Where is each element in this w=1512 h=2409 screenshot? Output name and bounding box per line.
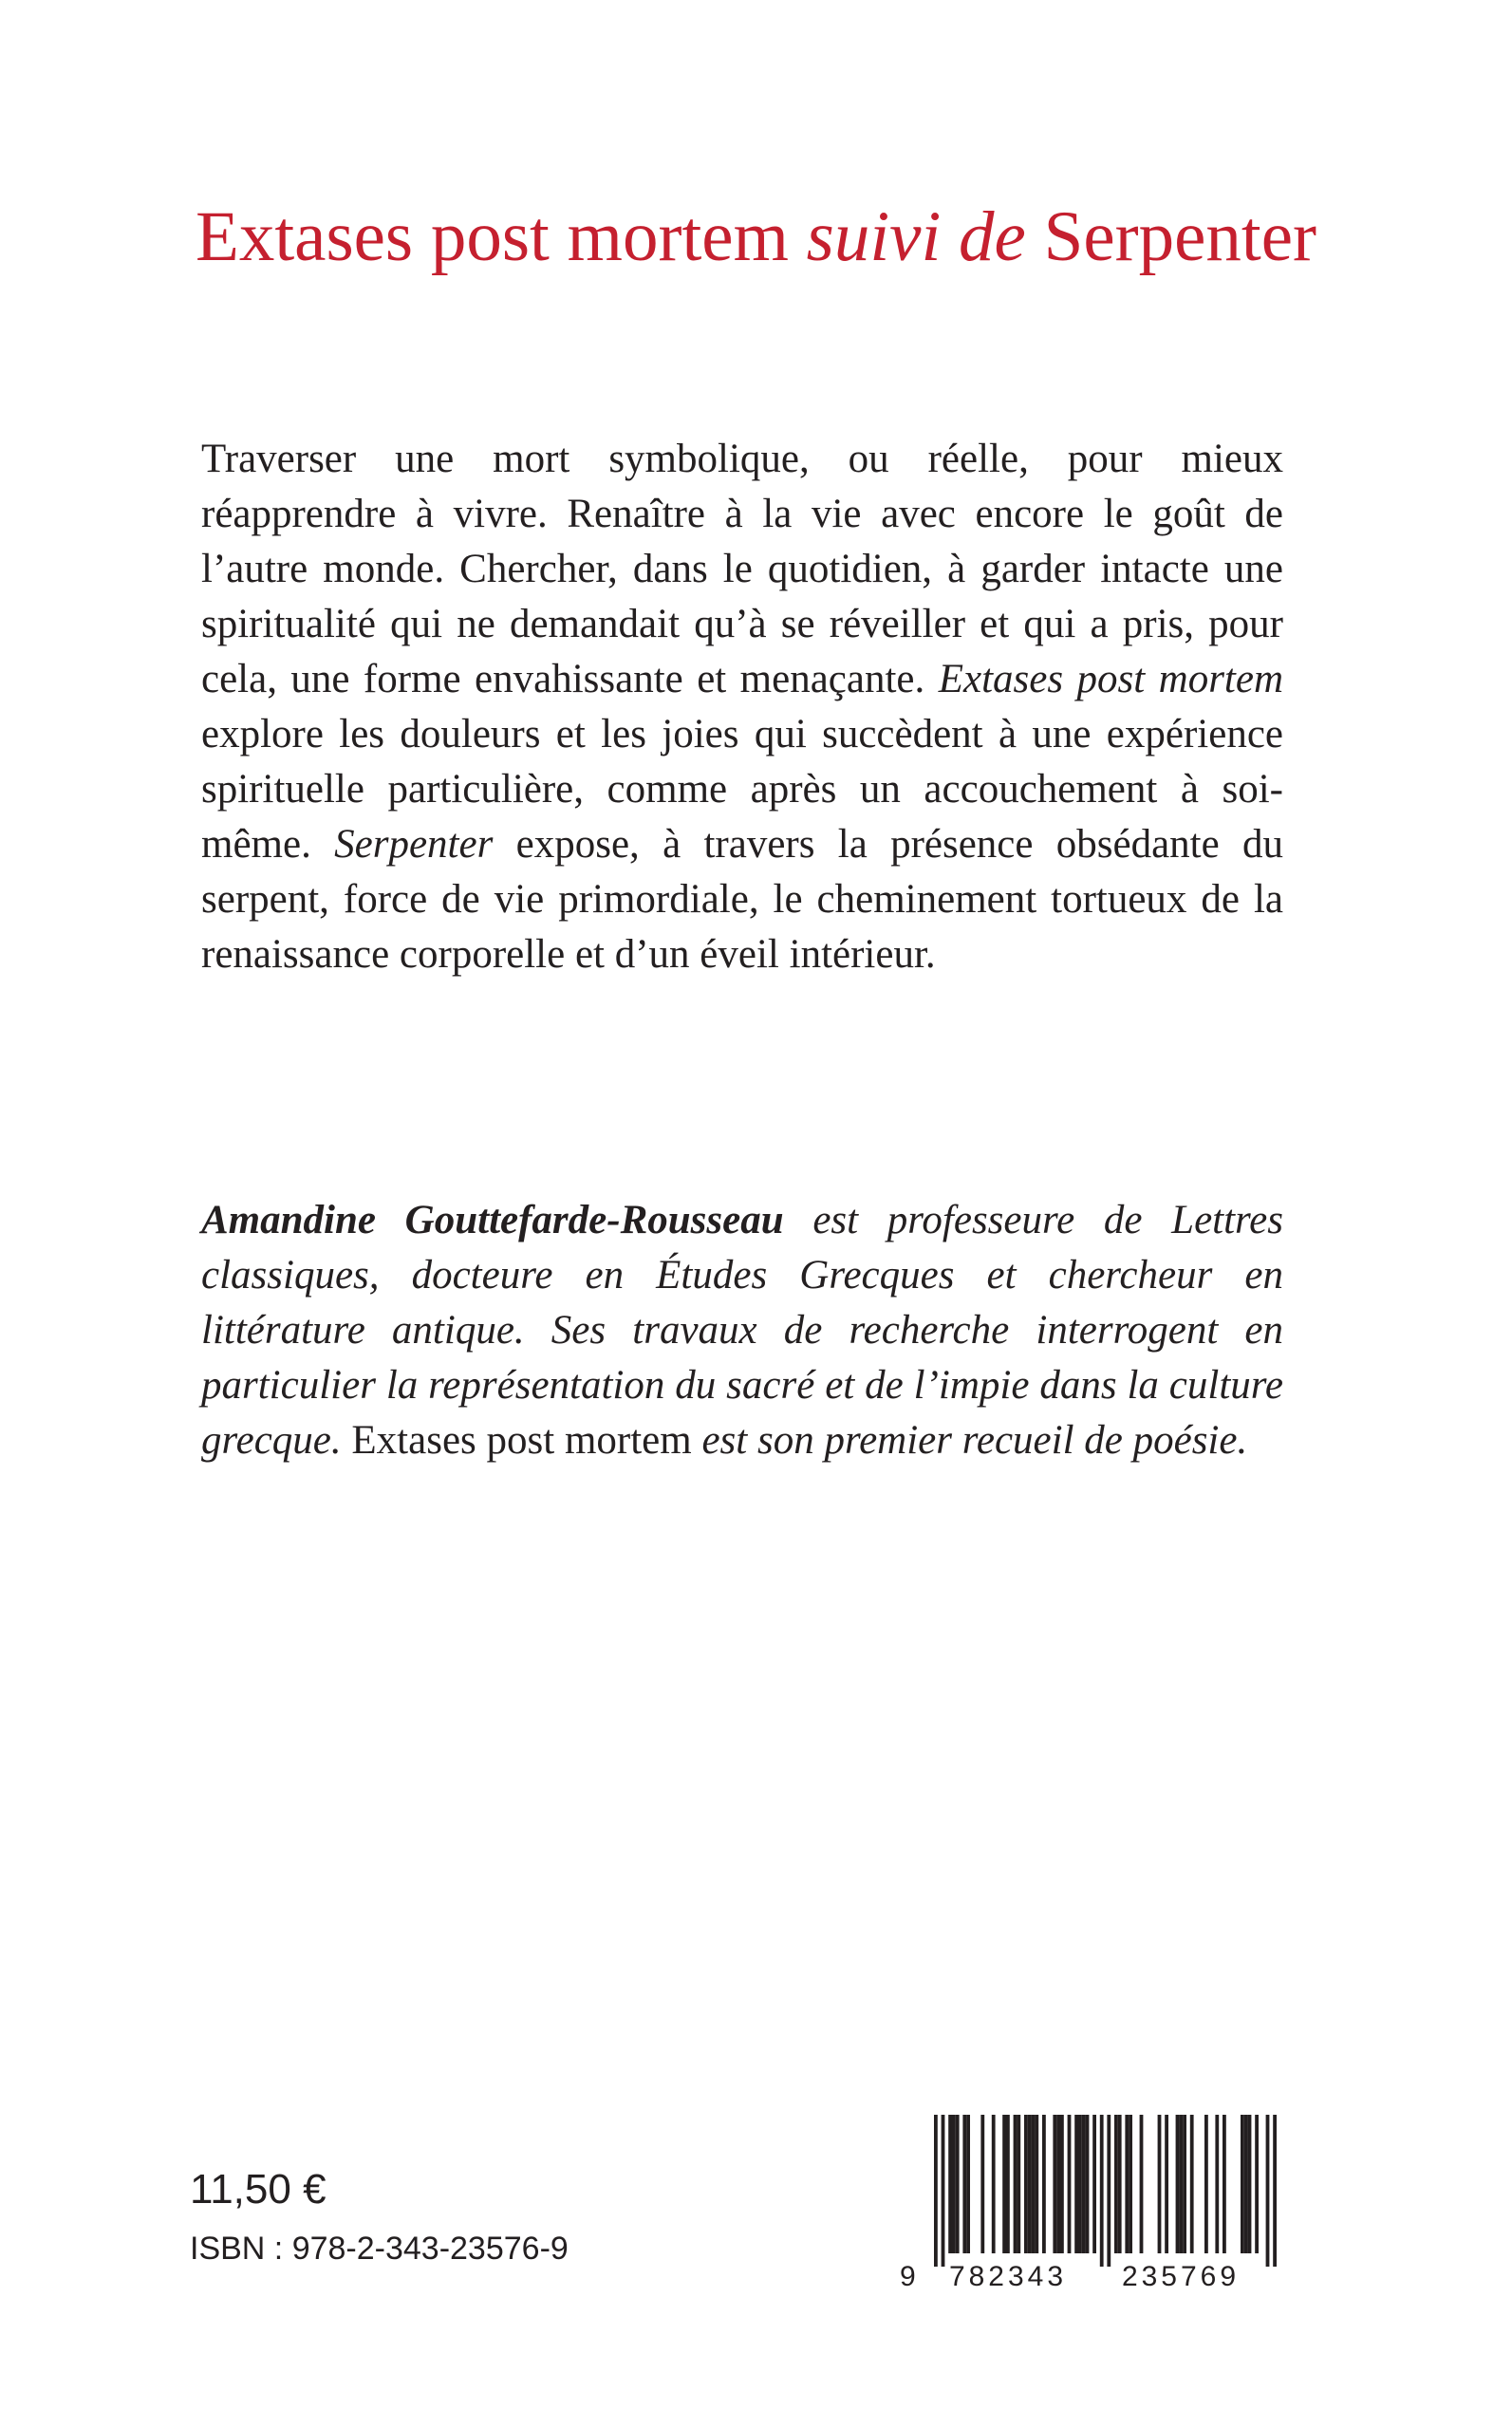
barcode-bar <box>1179 2115 1183 2253</box>
barcode-bar <box>1129 2115 1132 2253</box>
barcode-bar <box>1056 2115 1060 2253</box>
barcode-bar <box>1014 2115 1017 2253</box>
blurb-text-1: Traverser une mort symbolique, ou réelle, pour mieux réapprendre à vivre. Renaître à la vie avec encore le goût de l’autre monde. Chercher, dans le quotidien, à garder intacte une spiritualité qui ne demandait qu’à se réveiller et qui a pris, pour cela, une forme envahissante et menaçante. <box>201 437 1283 701</box>
barcode-bar <box>1092 2115 1096 2253</box>
blurb-text-2: explore les douleurs et les joies qui succèdent à une expérience spirituelle particulière, comme après un accouchement à soi-même. <box>201 712 1283 867</box>
book-title <box>0 197 1512 276</box>
barcode-bar <box>1107 2115 1111 2267</box>
bio-book-title: Extases post mortem <box>351 1418 692 1463</box>
barcode-bar <box>1241 2115 1244 2253</box>
barcode-bar <box>1244 2115 1248 2253</box>
barcode <box>896 2115 1285 2290</box>
barcode-bar <box>1273 2115 1277 2267</box>
barcode-bar <box>1248 2115 1252 2253</box>
barcode-bar <box>1006 2115 1010 2253</box>
barcode-bar <box>962 2115 966 2253</box>
barcode-bar <box>1053 2115 1056 2253</box>
barcode-bar <box>934 2115 938 2267</box>
author-bio <box>201 1193 1283 1468</box>
barcode-bar <box>952 2115 956 2253</box>
blurb-text-3: expose, à travers la présence obsédante du serpent, force de vie primordiale, le cheminement tortueux de la renaissance corporelle et d’un éveil intérieur. <box>201 822 1284 977</box>
bio-text-1: est professeure de Lettres classiques, docteure en Études Grecques et chercheur en littérature antique. Ses travaux de recherche interrogent en particulier la représentation du sacré et de l’impie dans la culture grecque. <box>201 1198 1284 1463</box>
barcode-bar <box>1158 2115 1162 2253</box>
barcode-bar <box>1024 2115 1028 2253</box>
barcode-bar <box>1118 2115 1122 2253</box>
barcode-bar <box>1255 2115 1259 2253</box>
barcode-bar <box>1176 2115 1180 2253</box>
title-connector: suivi de <box>806 197 1026 276</box>
barcode-bar <box>1074 2115 1078 2253</box>
barcode-bar <box>1183 2115 1186 2253</box>
barcode-bar <box>980 2115 984 2253</box>
book-blurb <box>201 432 1283 982</box>
barcode-bar <box>1223 2115 1226 2253</box>
barcode-bar <box>1140 2115 1144 2253</box>
barcode-bar <box>1100 2115 1104 2267</box>
isbn: ISBN : 978-2-343-23576-9 <box>190 2231 569 2267</box>
barcode-bar <box>1204 2115 1208 2253</box>
title-part-2: Serpenter <box>1043 197 1316 276</box>
barcode-bar <box>1086 2115 1090 2253</box>
barcode-bar <box>1190 2115 1194 2253</box>
barcode-bar <box>1060 2115 1064 2253</box>
barcode-bar <box>992 2115 996 2253</box>
barcode-bar <box>956 2115 960 2253</box>
barcode-bar <box>948 2115 952 2253</box>
barcode-bar <box>1082 2115 1086 2253</box>
bio-text-2: est son premier recueil de poésie. <box>701 1418 1248 1463</box>
barcode-bar <box>1068 2115 1072 2253</box>
barcode-digits-left: 782343 <box>948 2261 1068 2290</box>
title-part-1: Extases post mortem <box>196 197 789 276</box>
author-name: Amandine Gouttefarde-Rousseau <box>201 1198 784 1242</box>
blurb-italic-title-1: Extases post mortem <box>938 657 1284 701</box>
barcode-bar <box>1028 2115 1032 2253</box>
barcode-bar <box>1165 2115 1168 2253</box>
barcode-bar <box>1114 2115 1118 2253</box>
barcode-digit-lead: 9 <box>900 2261 916 2290</box>
barcode-bar <box>1125 2115 1129 2253</box>
barcode-bar <box>1017 2115 1020 2253</box>
barcode-bar <box>1002 2115 1006 2253</box>
barcode-bar <box>966 2115 970 2253</box>
barcode-digits-right: 235769 <box>1121 2261 1241 2290</box>
barcode-bar <box>942 2115 945 2267</box>
price: 11,50 € <box>190 2166 327 2213</box>
barcode-bar <box>1042 2115 1046 2253</box>
barcode-bar <box>1032 2115 1036 2253</box>
barcode-bar <box>1215 2115 1219 2253</box>
blurb-italic-title-2: Serpenter <box>334 822 494 867</box>
barcode-bar <box>1078 2115 1082 2253</box>
barcode-bar <box>1266 2115 1270 2267</box>
barcode-bar <box>1035 2115 1038 2253</box>
